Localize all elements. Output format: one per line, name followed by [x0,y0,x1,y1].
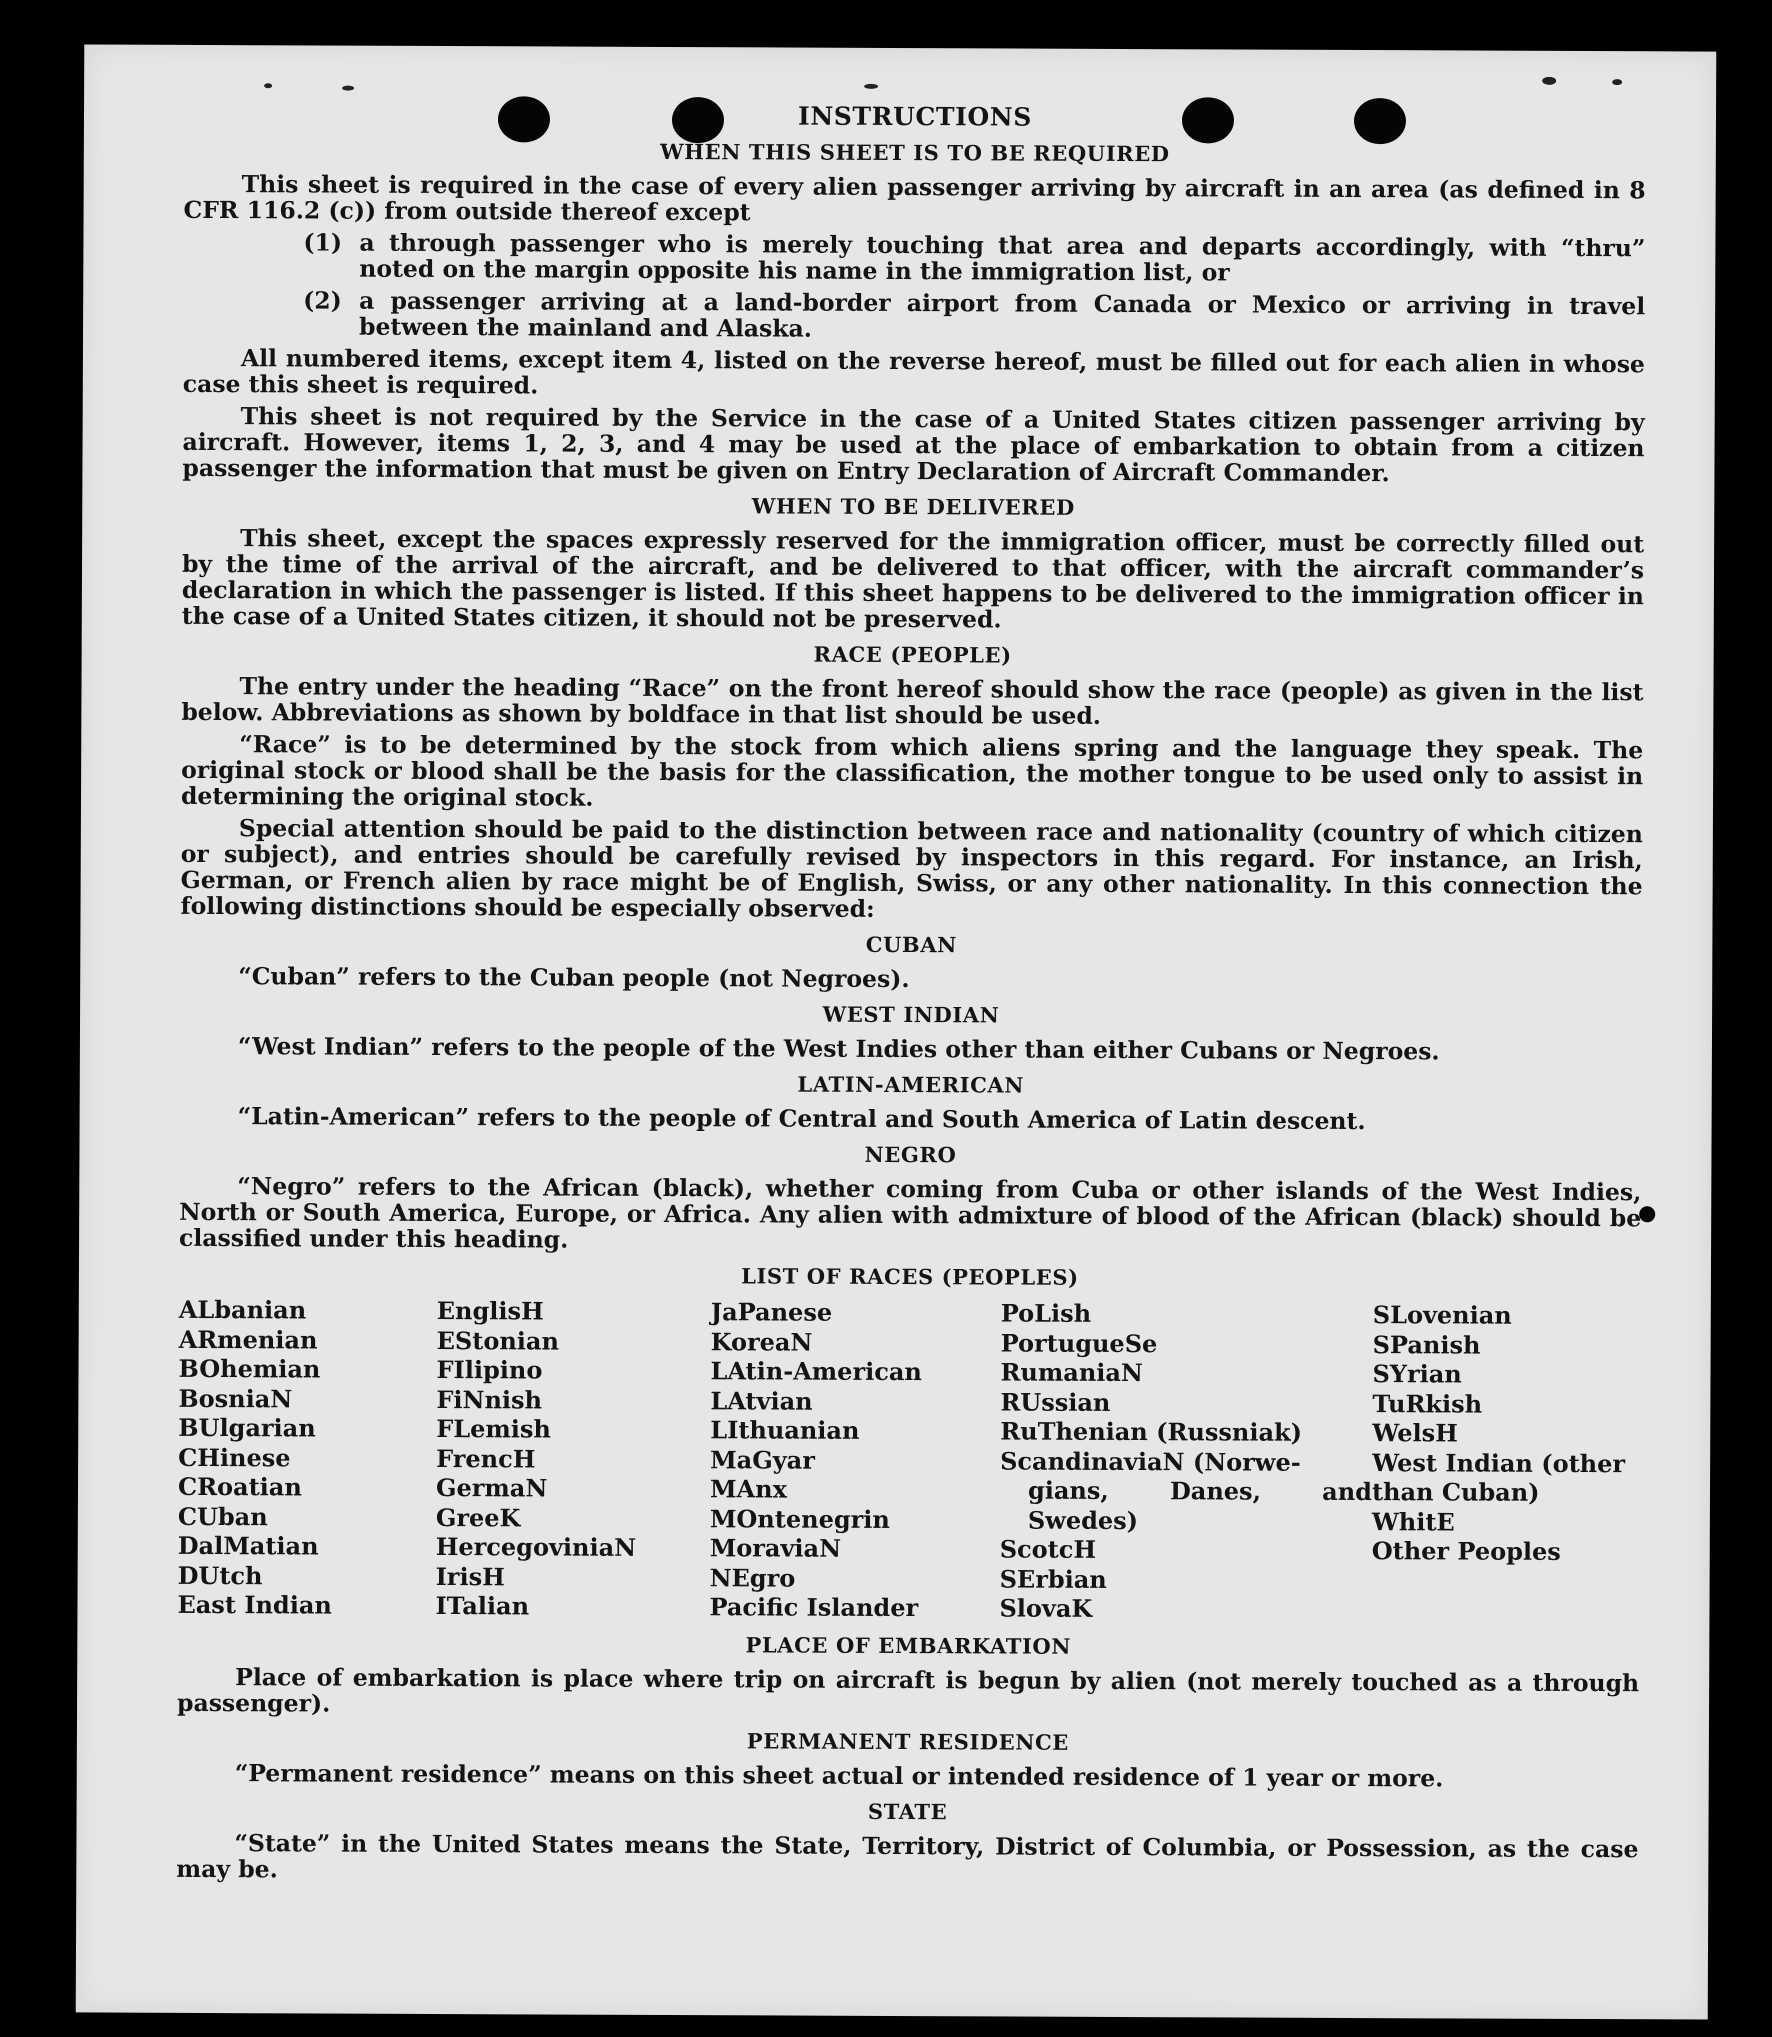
race-entry: FiNnish [436,1384,543,1414]
race-entry: MaGyar [710,1444,815,1475]
paragraph: This sheet is not required by the Service in the case of a United States citizen passenger arriving by aircraft. However, items 1, 2, 3, and 4 may be used at the place of embarkation to obtain from a citizen passenger the information that must be given on Entry Declaration of Aircraft Commander. [182,402,1645,488]
heading-place-of-embarkation: PLACE OF EMBARKATION [745,1631,1072,1659]
race-entry: BOhemian [178,1353,321,1384]
race-entry: PortugueSe [1000,1327,1158,1358]
speck [342,86,354,91]
race-entry: FLemish [436,1413,551,1444]
race-entry: Pacific Islander [709,1592,919,1623]
paragraph: “Race” is to be determined by the stock from which aliens spring and the language they speak. The original stock or blood shall be the basis for the classification, the mother tongue to be used only to assist in determining the original stock. [180,730,1644,812]
definition-cuban: “Cuban” refers to the Cuban people (not Negroes). [238,962,910,994]
definition-west-indian: “West Indian” refers to the people of the West Indies other than either Cubans or Negroes. [237,1032,1440,1066]
paragraph: Place of embarkation is place where trip on aircraft is begun by alien (not merely touched as a through passenger). [177,1662,1640,1718]
race-entry: LIthuanian [710,1415,860,1445]
race-entry: RuThenian (Russniak) [1000,1416,1303,1447]
punch-hole [1639,1206,1655,1222]
race-column [999,1298,1372,1624]
race-column [177,1295,436,1621]
heading-state: STATE [867,1798,948,1824]
paragraph: All numbered items, except item 4, listed on the reverse hereof, must be filled out for each alien in whose case this sheet is required. [182,344,1645,400]
race-entry: DUtch [177,1560,263,1590]
item-text: a passenger arriving at a land-border airport from Canada or Mexico or arriving in travel between the mainland and Alaska. [359,286,1646,343]
heading-when-delivered: WHEN TO BE DELIVERED [751,493,1075,520]
race-entry: CRoatian [177,1471,302,1502]
race-list [177,1295,1640,1626]
race-column [1371,1300,1640,1626]
race-entry: ScandinaviaN (Norwe- [1000,1445,1301,1477]
speck [864,84,878,89]
heading-west-indian: WEST INDIAN [822,1001,1000,1028]
race-entry: WhitE [1371,1506,1455,1536]
race-entry: SLovenian [1372,1300,1512,1330]
race-entry: LAtvian [710,1385,813,1416]
speck [1542,77,1556,85]
heading-list-of-races: LIST OF RACES (PEOPLES) [741,1263,1079,1290]
race-column [435,1296,710,1622]
list-item [303,229,1645,287]
race-entry: FrencH [436,1443,536,1473]
paragraph: “State” in the United States means the State, Territory, District of Columbia, or Possession, as the case may be. [176,1828,1639,1883]
race-entry: RumaniaN [1000,1357,1143,1388]
race-entry: HercegoviniaN [435,1531,637,1562]
race-entry-continued: than Cuban) [1371,1477,1540,1507]
page-title: INSTRUCTIONS [797,101,1032,132]
race-entry: EStonian [436,1325,560,1356]
race-entry: ALbanian [178,1294,307,1325]
heading-cuban: CUBAN [865,931,958,958]
race-entry: GermaN [435,1472,548,1503]
paragraph: This sheet, except the spaces expressly reserved for the immigration officer, must be correctly filled out by the time of the arrival of the aircraft, and be delivered to that officer, with the aircraft commander’s declaration in which the passenger is listed. If this sheet happens to be delivered to the immigration officer in the case of a United States citizen, it should not be preserved. [181,524,1645,634]
item-number: (2) [303,286,342,315]
race-entry: SlovaK [999,1593,1093,1623]
race-entry: FIlipino [436,1354,543,1385]
race-entry: WelsH [1372,1418,1458,1448]
speck [264,83,272,88]
race-entry: CHinese [178,1442,291,1472]
race-entry-continued: gians, Danes, and [1027,1475,1373,1507]
item-number: (1) [303,228,343,257]
race-entry-continued: Swedes) [1027,1505,1139,1535]
race-entry: NEgro [709,1562,796,1593]
item-text: a through passenger who is merely touching that area and departs accordingly, with “thru” noted on the margin opposite his name in the immigration list, or [359,228,1646,287]
race-entry: EnglisH [436,1295,544,1326]
race-entry: ARmenian [178,1324,318,1354]
race-entry: CUban [177,1501,268,1531]
race-entry: ITalian [435,1590,530,1621]
race-entry: MAnx [709,1474,788,1504]
heading-race: RACE (PEOPLE) [813,641,1012,668]
race-entry: Other Peoples [1371,1536,1561,1566]
race-entry: JaPanese [710,1297,833,1327]
race-entry: BUlgarian [178,1412,316,1443]
document-body [176,101,1646,1894]
document-page [76,44,1717,2019]
definition-negro: “Negro” refers to the African (black), whether coming from Cuba or other islands of the West Indies, North or South America, Europe, or Africa. Any alien with admixture of blood of the African (black) should be classified under this heading. [179,1172,1642,1254]
paragraph: The entry under the heading “Race” on the front hereof should show the race (people) as given in the list below. Abbreviations as shown by boldface in that list should be used. [181,672,1644,730]
race-entry: GreeK [435,1502,521,1532]
race-entry: TuRkish [1372,1388,1483,1419]
speck [1612,79,1622,85]
race-entry: DalMatian [177,1530,319,1561]
heading-negro: NEGRO [864,1141,957,1168]
race-entry: IrisH [435,1561,505,1591]
race-entry: SYrian [1372,1359,1462,1389]
race-entry: BosniaN [178,1383,293,1413]
paragraph: “Permanent residence” means on this sheet actual or intended residence of 1 year or more. [234,1758,1444,1792]
race-entry: ScotcH [999,1534,1097,1564]
race-entry: LAtin-American [710,1356,922,1387]
race-entry: PoLish [1000,1298,1092,1328]
race-entry: West Indian (other [1372,1447,1626,1478]
list-item [303,287,1645,345]
race-entry: MOntenegrin [709,1503,890,1534]
race-column [709,1297,1000,1623]
race-entry: SErbian [999,1563,1107,1594]
heading-latin-american: LATIN-AMERICAN [797,1071,1025,1098]
paragraph: Special attention should be paid to the distinction between race and nationality (country of which citizen or subject), and entries should be carefully revised by inspectors in this regard. For instance, an Irish, German, or French alien by race might be of English, Swiss, or any other nationality. In this connection the following distinctions should be especially observed: [180,814,1643,923]
race-entry: KoreaN [710,1326,813,1357]
race-entry: MoraviaN [709,1533,842,1563]
definition-latin-american: “Latin-American” refers to the people of Central and South America of Latin descent. [237,1102,1366,1136]
race-entry: RUssian [1000,1386,1111,1417]
heading-permanent-residence: PERMANENT RESIDENCE [746,1727,1070,1755]
paragraph: This sheet is required in the case of every alien passenger arriving by aircraft in an area (as defined in 8 CFR 116.2 (c)) from outside thereof except [183,170,1646,227]
race-entry: SPanish [1372,1329,1481,1360]
race-entry: East Indian [177,1589,332,1620]
heading-when-required: WHEN THIS SHEET IS TO BE REQUIRED [659,138,1170,167]
